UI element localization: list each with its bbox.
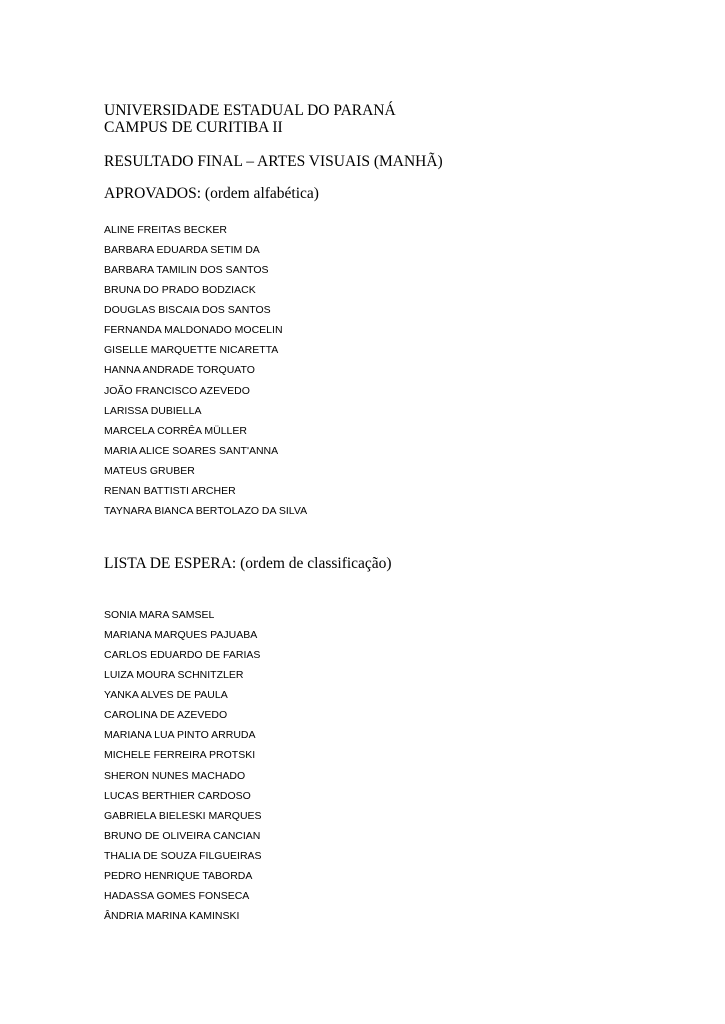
approved-name: JOÃO FRANCISCO AZEVEDO bbox=[104, 384, 250, 397]
approved-name: BRUNA DO PRADO BODZIACK bbox=[104, 284, 256, 297]
approved-name: MARIA ALICE SOARES SANT'ANNA bbox=[104, 444, 279, 457]
waiting-name: MICHELE FERREIRA PROTSKI bbox=[104, 749, 256, 762]
approved-name: TAYNARA BIANCA BERTOLAZO DA SILVA bbox=[104, 504, 308, 517]
waiting-name: PEDRO HENRIQUE TABORDA bbox=[104, 869, 253, 882]
waiting-name: BRUNO DE OLIVEIRA CANCIAN bbox=[104, 829, 261, 842]
waiting-name: SHERON NUNES MACHADO bbox=[104, 769, 246, 782]
approved-name: ALINE FREITAS BECKER bbox=[104, 224, 227, 236]
approved-name: DOUGLAS BISCAIA DOS SANTOS bbox=[104, 304, 271, 317]
approved-section-title: APROVADOS: (ordem alfabética) bbox=[104, 185, 319, 202]
waiting-name: MARIANA LUA PINTO ARRUDA bbox=[104, 729, 256, 742]
waiting-name: GABRIELA BIELESKI MARQUES bbox=[104, 809, 262, 822]
waiting-name: LUIZA MOURA SCHNITZLER bbox=[104, 669, 244, 682]
approved-name: MATEUS GRUBER bbox=[104, 464, 195, 477]
approved-name: LARISSA DUBIELLA bbox=[104, 404, 202, 417]
waiting-name: HADASSA GOMES FONSECA bbox=[104, 889, 250, 902]
waiting-name: CAROLINA DE AZEVEDO bbox=[104, 709, 228, 722]
approved-name: RENAN BATTISTI ARCHER bbox=[104, 484, 236, 497]
document-header bbox=[104, 102, 396, 136]
waiting-name: LUCAS BERTHIER CARDOSO bbox=[104, 789, 251, 802]
waiting-name: MARIANA MARQUES PAJUABA bbox=[104, 629, 258, 642]
approved-name: BARBARA EDUARDA SETIM DA bbox=[104, 244, 260, 257]
waiting-list bbox=[104, 608, 262, 929]
waiting-list-title: LISTA DE ESPERA: (ordem de classificação) bbox=[104, 555, 392, 572]
approved-name: GISELLE MARQUETTE NICARETTA bbox=[104, 344, 279, 357]
approved-list bbox=[104, 223, 307, 524]
approved-name: MARCELA CORRÊA MÜLLER bbox=[104, 424, 247, 437]
university-name: UNIVERSIDADE ESTADUAL DO PARANÁ bbox=[104, 102, 396, 119]
waiting-name: YANKA ALVES DE PAULA bbox=[104, 689, 228, 702]
waiting-name: SONIA MARA SAMSEL bbox=[104, 609, 215, 621]
waiting-name: THALIA DE SOUZA FILGUEIRAS bbox=[104, 849, 262, 862]
approved-name: HANNA ANDRADE TORQUATO bbox=[104, 364, 255, 377]
approved-name: FERNANDA MALDONADO MOCELIN bbox=[104, 324, 283, 337]
waiting-name: CARLOS EDUARDO DE FARIAS bbox=[104, 649, 261, 662]
result-title: RESULTADO FINAL – ARTES VISUAIS (MANHÃ) bbox=[104, 153, 443, 170]
campus-name: CAMPUS DE CURITIBA II bbox=[104, 119, 283, 136]
waiting-name: ÂNDRIA MARINA KAMINSKI bbox=[104, 909, 240, 922]
approved-name: BARBARA TAMILIN DOS SANTOS bbox=[104, 264, 269, 277]
